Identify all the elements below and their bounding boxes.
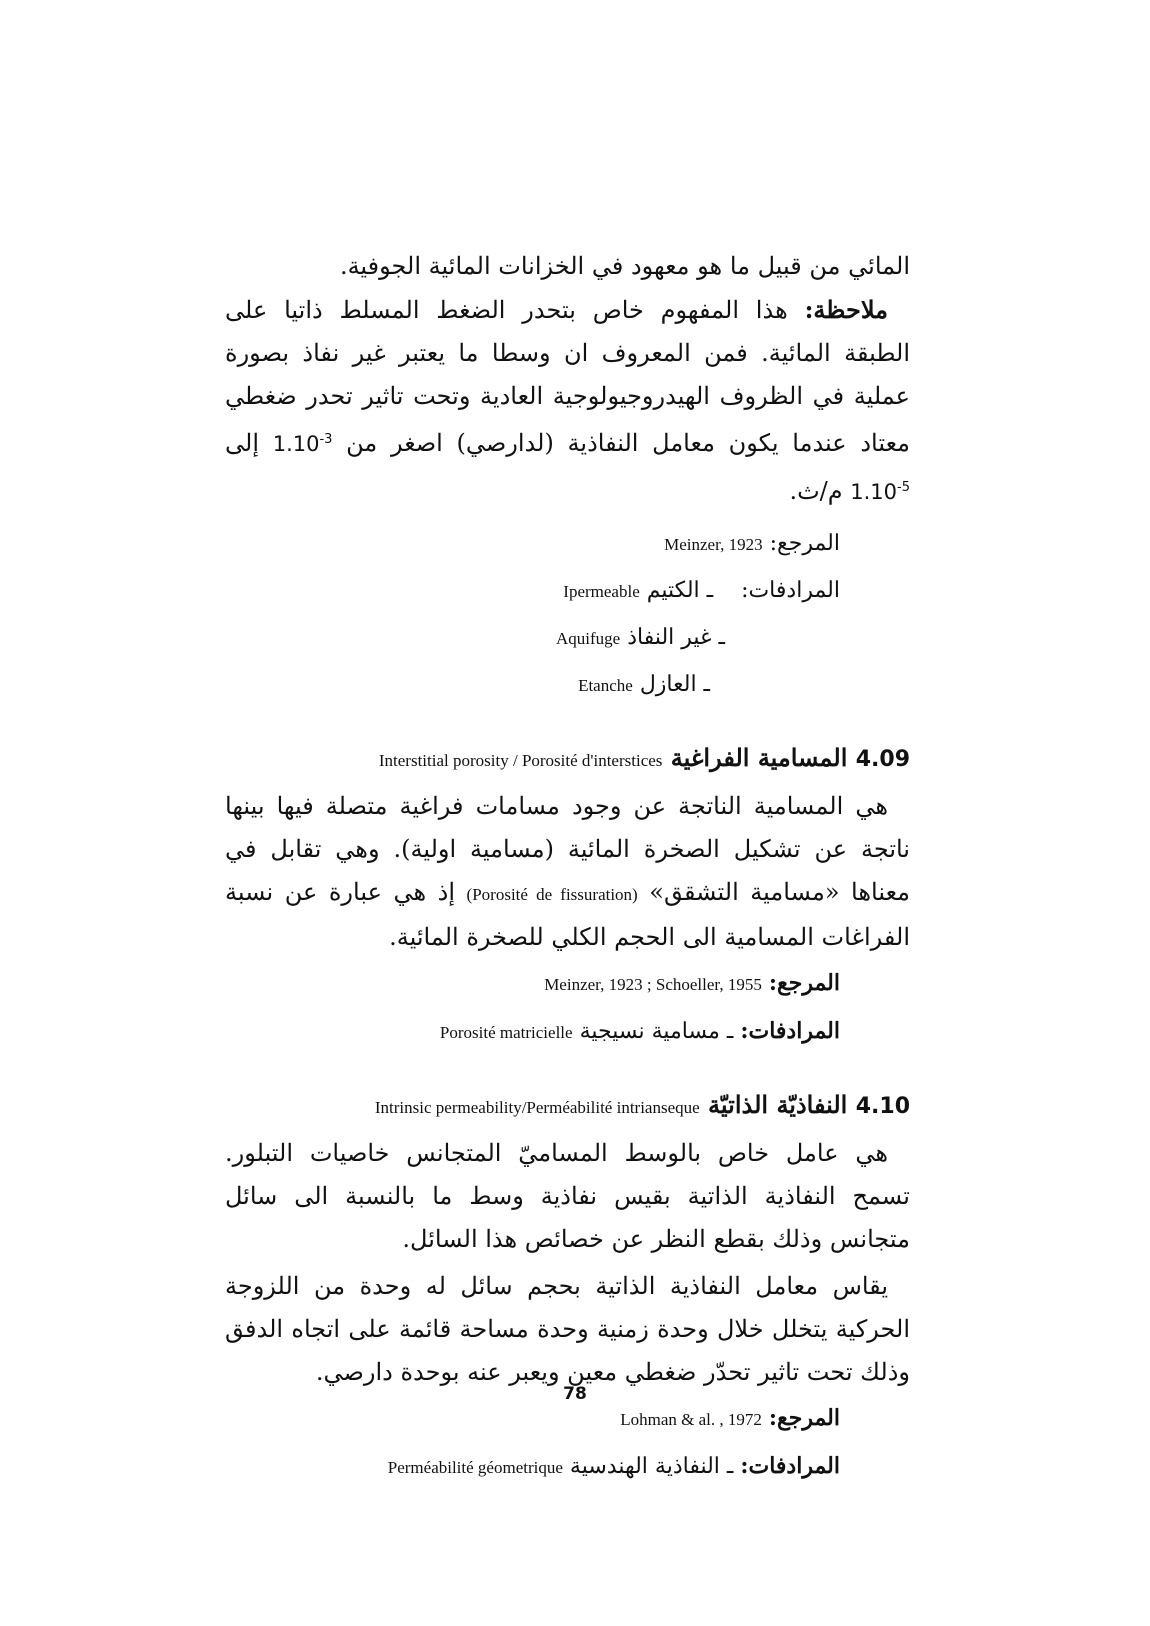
synonyms-label: المرادفات: bbox=[740, 1453, 840, 1479]
entry-heading-4-09 bbox=[225, 740, 910, 779]
continuation-line: المائي من قبيل ما هو معهود في الخزانات المائية الجوفية. bbox=[339, 252, 910, 280]
formula-a-exponent: -3 bbox=[319, 432, 333, 447]
entry-4-10-body-2: يقاس معامل النفاذية الذاتية بحجم سائل له وحدة من اللزوجة الحركية يتخلل خلال وحدة زمنية وحدة مساحة قائمة على اتجاه الدفق وذلك تحت تاثير تحدّر ضغطي معين ويعبر عنه بوحدة دارصي. bbox=[225, 1272, 910, 1386]
synonyms-label: المرادفات: bbox=[741, 578, 840, 603]
synonym-ar: ـ غير النفاذ bbox=[627, 625, 725, 650]
document-page bbox=[225, 245, 910, 1498]
note-text: هذا المفهوم خاص بتحدر الضغط المسلط ذاتيا على الطبقة المائية. فمن المعروف ان وسطا ما يعتبر غير نفاذ بصورة عملية في الظروف الهيدروجيولوجية العادية وتحت تاثير تحدر ضغطي معتاد عندما يكون معامل النفاذية (لدارصي) اصغر من bbox=[225, 296, 911, 457]
synonym-ar: ـ الكتيم bbox=[646, 578, 714, 603]
synonym-latin: Etanche bbox=[578, 676, 633, 695]
note-formula-between: إلى bbox=[225, 429, 259, 457]
entry-title-ar: النفاذيّة الذاتيّة bbox=[708, 1090, 848, 1119]
intro-synonym-item bbox=[225, 622, 725, 655]
note-formula-b bbox=[850, 480, 910, 504]
reference-value: Meinzer, 1923 bbox=[664, 535, 763, 554]
entry-4-10-reference-block bbox=[225, 1402, 840, 1484]
entry-heading-4-10 bbox=[225, 1087, 910, 1126]
synonym-ar: ـ مسامية نسيجية bbox=[579, 1019, 734, 1044]
entry-4-09-body bbox=[225, 785, 910, 959]
synonym-latin: Perméabilité géometrique bbox=[387, 1458, 563, 1477]
reference-label: المرجع: bbox=[769, 531, 840, 556]
synonym-ar: ـ النفاذية الهندسية bbox=[569, 1454, 734, 1479]
synonym-latin: Aquifuge bbox=[555, 629, 621, 648]
entry-title-latin: Intrinsic permeability/Perméabilité intrianseque bbox=[374, 1098, 700, 1117]
body-text: إذ هي عبارة عن نسبة الفراغات المسامية الى الحجم الكلي للصخرة المائية. bbox=[225, 878, 910, 951]
formula-a-base: 1.10 bbox=[272, 432, 320, 456]
entry-4-09-synonyms bbox=[225, 1015, 840, 1049]
entry-4-10-synonyms bbox=[225, 1450, 840, 1484]
entry-4-09-reference-block bbox=[225, 967, 840, 1049]
reference-label: المرجع: bbox=[768, 970, 840, 996]
entry-4-09-reference bbox=[225, 967, 840, 1001]
reference-value: Lohman & al. , 1972 bbox=[620, 1410, 762, 1429]
entry-number: 4.10 bbox=[855, 1094, 910, 1119]
intro-reference bbox=[225, 528, 840, 561]
entry-title-ar: المسامية الفراغية bbox=[670, 743, 848, 772]
page-number: 78 bbox=[563, 1384, 587, 1404]
body-text: هي المسامية الناتجة عن وجود مسامات فراغية متصلة فيها بينها ناتجة عن تشكيل الصخرة المائية (مسامية اولية). وهي تقابل في معناها «مسامية التشقق» bbox=[225, 792, 911, 906]
synonym-ar: ـ العازل bbox=[639, 672, 710, 697]
formula-b-exponent: -5 bbox=[897, 480, 910, 495]
synonym-latin: Porosité matricielle bbox=[439, 1023, 573, 1042]
note-paragraph bbox=[225, 288, 910, 514]
intro-reference-block bbox=[225, 528, 840, 702]
intro-synonyms-line bbox=[225, 575, 840, 608]
formula-b-base: 1.10 bbox=[850, 480, 898, 504]
body-latin: (Porosité de fissuration) bbox=[466, 885, 638, 904]
synonym-latin: Ipermeable bbox=[563, 582, 640, 601]
entry-4-10-reference bbox=[225, 1402, 840, 1436]
entry-4-10-body-1: هي عامل خاص بالوسط المساميّ المتجانس خاصيات التبلور. تسمح النفاذية الذاتية بقيس نفاذية وسط ما بالنسبة الى سائل متجانس وذلك بقطع النظر عن خصائص هذا السائل. bbox=[225, 1139, 910, 1253]
note-formula-unit: م/ث. bbox=[789, 477, 843, 505]
reference-value: Meinzer, 1923 ; Schoeller, 1955 bbox=[544, 975, 762, 994]
synonyms-label: المرادفات: bbox=[740, 1018, 840, 1044]
intro-synonym-item bbox=[225, 669, 710, 702]
entry-number: 4.09 bbox=[855, 747, 910, 772]
note-formula-a bbox=[273, 432, 333, 456]
note-label: ملاحظة: bbox=[804, 295, 888, 324]
reference-label: المرجع: bbox=[768, 1405, 840, 1431]
entry-title-latin: Interstitial porosity / Porosité d'interstices bbox=[378, 751, 663, 770]
